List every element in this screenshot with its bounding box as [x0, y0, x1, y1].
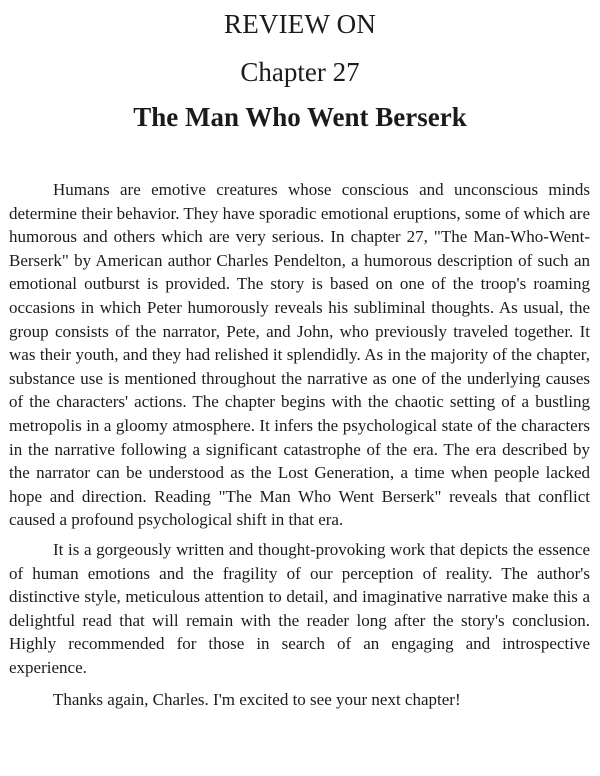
review-body [9, 178, 590, 712]
title-block [9, 0, 591, 136]
paragraph-closing: Thanks again, Charles. I'm excited to see your next chapter! [53, 690, 461, 710]
paragraph-opinion: It is a gorgeously written and thought-provoking work that depicts the essence of human emotions and the fragility of our perception of reality. The author's distinctive style, meticulous attention to detail, and imaginative narrative make this a delightful read that will remain with the reader long after the story's conclusion. Highly recommended for those in search of an engaging and introspective experience. [9, 539, 590, 677]
paragraph-summary: Humans are emotive creatures whose conscious and unconscious minds determine their behavior. They have sporadic emotional eruptions, some of which are humorous and others which are very serious. In chapter 27, "The Man-Who-Went-Berserk" by American author Charles Pendelton, a humorous description of such an emotional outburst is provided. The story is based on one of the troop's roaming occasions in which Peter humorously reveals his subliminal thoughts. As usual, the group consists of the narrator, Pete, and John, who previously traveled together. It was their youth, and they had relished it splendidly. As in the majority of the chapter, substance use is mentioned throughout the narrative as one of the underlying causes of the characters' actions. The chapter begins with the chaotic setting of a bustling metropolis in a gloomy atmosphere. It infers the psychological state of the characters in the narrative following a significant catastrophe of the era. The era described by the narrator can be understood as the Lost Generation, a time when people lacked hope and direction. Reading "The Man Who Went Berserk" reveals that conflict caused a profound psychological shift in that era. [9, 180, 590, 530]
chapter-number: Chapter 27 [240, 57, 360, 87]
chapter-title: The Man Who Went Berserk [133, 102, 467, 132]
review-heading: REVIEW ON [223, 9, 377, 39]
